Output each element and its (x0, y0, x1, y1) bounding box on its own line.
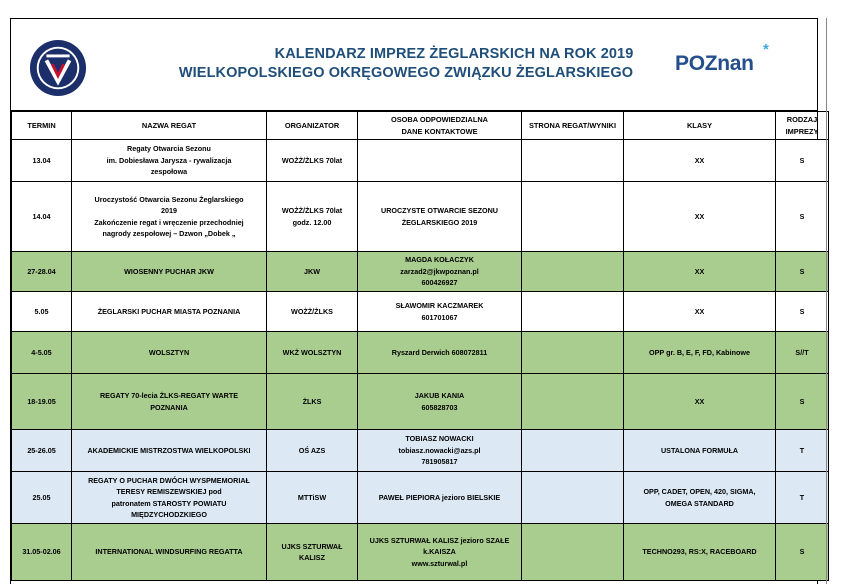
title-line-2: WIELKOPOLSKIEGO OKRĘGOWEGO ZWIĄZKU ŻEGLARSKIEGO (178, 65, 634, 81)
table-row (12, 524, 829, 581)
cell-termin: 25-26.05 (12, 430, 72, 472)
sheet-header (11, 19, 817, 111)
cell-rodzaj: S//T (776, 332, 829, 374)
cell-osoba: Ryszard Derwich 608072811 (358, 332, 522, 374)
table-header-row (12, 112, 829, 140)
cell-strona (522, 182, 624, 252)
cell-klasy: XX (624, 182, 776, 252)
cell-strona (522, 430, 624, 472)
table-row (12, 374, 829, 430)
cell-organizator: WKŻ WOLSZTYN (267, 332, 358, 374)
cell-rodzaj: S (776, 182, 829, 252)
cell-rodzaj: T (776, 430, 829, 472)
cell-organizator: WOŻŻ/ŻLKS (267, 292, 358, 332)
cell-osoba: MAGDA KOŁACZYK zarzad2@jkwpoznan.pl 600426927 (358, 252, 522, 292)
cell-organizator: MTTiSW (267, 472, 358, 524)
cell-klasy: OPP, CADET, OPEN, 420, SIGMA, OMEGA STANDARD (624, 472, 776, 524)
table-row (12, 292, 829, 332)
cell-klasy: XX (624, 140, 776, 182)
cell-klasy: OPP gr. B, E, F, FD, Kabinowe (624, 332, 776, 374)
cell-organizator: WOŻŻ/ŻLKS 70lat godz. 12.00 (267, 182, 358, 252)
cell-termin: 14.04 (12, 182, 72, 252)
col-osoba: OSOBA ODPOWIEDZIALNA DANE KONTAKTOWE (358, 112, 522, 140)
cell-organizator: ŻLKS (267, 374, 358, 430)
cell-osoba: JAKUB KANIA 605828703 (358, 374, 522, 430)
cell-klasy: USTALONA FORMUŁA (624, 430, 776, 472)
poznan-logo (675, 41, 769, 76)
cell-termin: 4-5.05 (12, 332, 72, 374)
cell-osoba: TOBIASZ NOWACKI tobiasz.nowacki@azs.pl 781905817 (358, 430, 522, 472)
cell-klasy: TECHNO293, RS:X, RACEBOARD (624, 524, 776, 581)
cell-rodzaj: S (776, 524, 829, 581)
wozz-emblem-icon (29, 39, 87, 97)
cell-rodzaj: T (776, 472, 829, 524)
poznan-logo-text: POZnan (675, 52, 754, 75)
table-row (12, 140, 829, 182)
cell-klasy: XX (624, 374, 776, 430)
table-row (12, 472, 829, 524)
cell-organizator: UJKS SZTURWAŁ KALISZ (267, 524, 358, 581)
calendar-sheet (10, 18, 818, 584)
cell-strona (522, 524, 624, 581)
cell-klasy: XX (624, 252, 776, 292)
cell-osoba: PAWEŁ PIEPIORA jezioro BIELSKIE (358, 472, 522, 524)
cell-nazwa: WOLSZTYN (72, 332, 267, 374)
cell-termin: 27-28.04 (12, 252, 72, 292)
calendar-title (171, 45, 641, 83)
cell-nazwa: WIOSENNY PUCHAR JKW (72, 252, 267, 292)
cell-strona (522, 252, 624, 292)
table-row (12, 332, 829, 374)
cell-nazwa: Uroczystość Otwarcia Sezonu Żeglarskiego 2019 Zakończenie regat i wręczenie przechodniej nagrody zespołowej – Dzwon „Dobek „ (72, 182, 267, 252)
cell-strona (522, 140, 624, 182)
col-nazwa: NAZWA REGAT (72, 112, 267, 140)
cell-nazwa: ŻEGLARSKI PUCHAR MIASTA POZNANIA (72, 292, 267, 332)
cell-osoba: SŁAWOMIR KACZMAREK 601701067 (358, 292, 522, 332)
cell-organizator: OŚ AZS (267, 430, 358, 472)
cell-osoba (358, 140, 522, 182)
table-row (12, 252, 829, 292)
cell-osoba: UROCZYSTE OTWARCIE SEZONU ŻEGLARSKIEGO 2019 (358, 182, 522, 252)
cell-rodzaj: S (776, 140, 829, 182)
cell-termin: 25.05 (12, 472, 72, 524)
cell-termin: 13.04 (12, 140, 72, 182)
cell-rodzaj: S (776, 252, 829, 292)
cell-nazwa: Regaty Otwarcia Sezonu im. Dobiesława Jarysza - rywalizacja zespołowa (72, 140, 267, 182)
cell-strona (522, 332, 624, 374)
cell-termin: 18-19.05 (12, 374, 72, 430)
cell-termin: 31.05-02.06 (12, 524, 72, 581)
cell-rodzaj: S (776, 374, 829, 430)
cell-klasy: XX (624, 292, 776, 332)
cell-nazwa: REGATY 70-lecia ŻLKS-REGATY WARTE POZNANIA (72, 374, 267, 430)
cell-strona (522, 292, 624, 332)
sheet-right-edge (826, 18, 827, 584)
cell-termin: 5.05 (12, 292, 72, 332)
cell-organizator: WOŻŻ/ŻLKS 70lat (267, 140, 358, 182)
col-klasy: KLASY (624, 112, 776, 140)
table-row (12, 430, 829, 472)
col-termin: TERMIN (12, 112, 72, 140)
title-line-1: KALENDARZ IMPREZ ŻEGLARSKICH NA ROK 2019 (274, 46, 634, 62)
cell-nazwa: AKADEMICKIE MISTRZOSTWA WIELKOPOLSKI (72, 430, 267, 472)
table-row (12, 182, 829, 252)
col-organizator: ORGANIZATOR (267, 112, 358, 140)
events-table (11, 111, 829, 581)
cell-rodzaj: S (776, 292, 829, 332)
cell-nazwa: INTERNATIONAL WINDSURFING REGATTA (72, 524, 267, 581)
col-strona: STRONA REGAT/WYNIKI (522, 112, 624, 140)
cell-osoba: UJKS SZTURWAŁ KALISZ jezioro SZAŁE k.KAISZA www.szturwal.pl (358, 524, 522, 581)
cell-organizator: JKW (267, 252, 358, 292)
cell-strona (522, 374, 624, 430)
poznan-star-icon: * (763, 41, 769, 58)
cell-nazwa: REGATY O PUCHAR DWÓCH WYSPMEMORIAŁ TERESY REMISZEWSKIEJ pod patronatem STAROSTY POWIATU MIĘDZYCHODZKIEGO (72, 472, 267, 524)
col-rodzaj: RODZAJ IMPREZY (776, 112, 829, 140)
cell-strona (522, 472, 624, 524)
